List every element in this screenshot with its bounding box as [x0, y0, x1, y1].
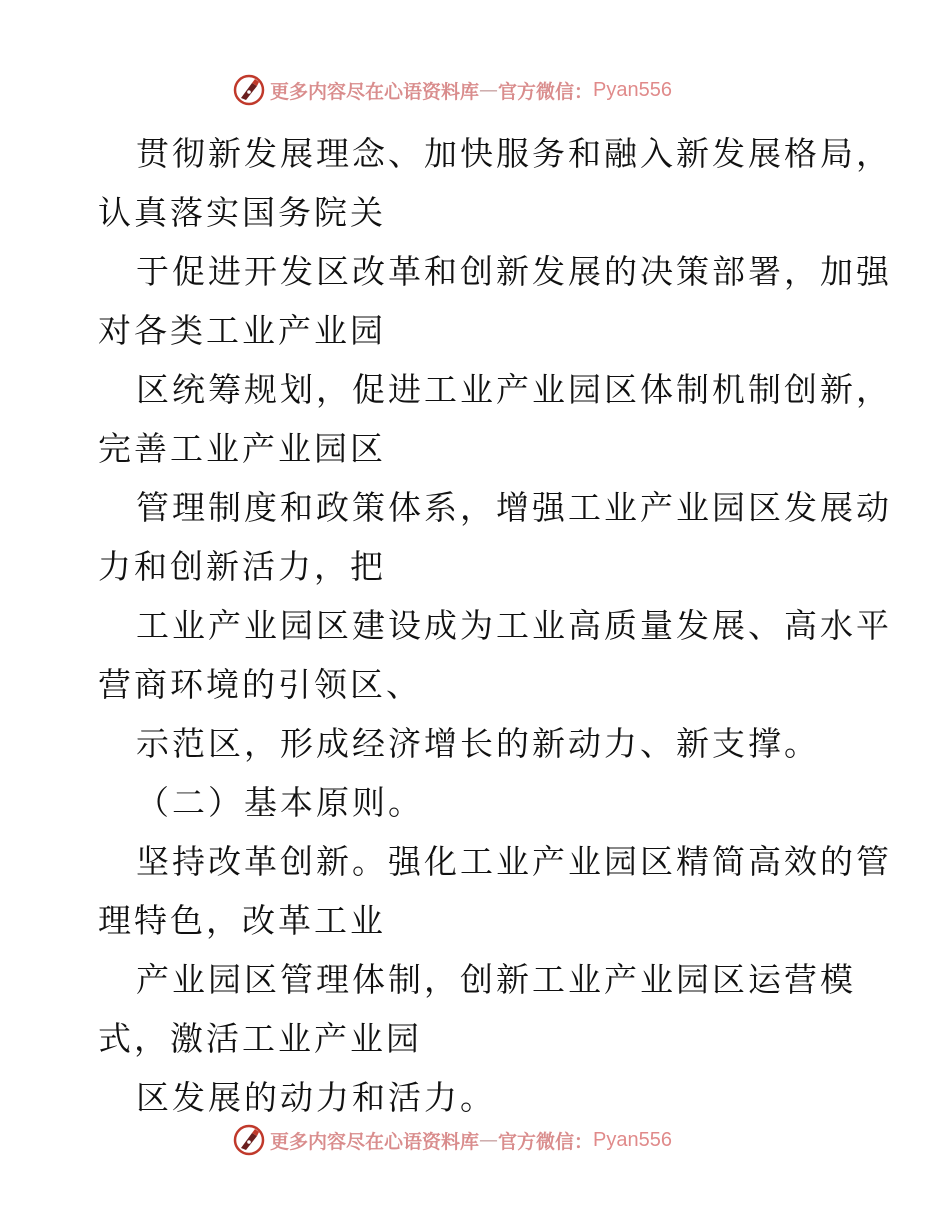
header-watermark [232, 72, 752, 108]
header-separator: — [479, 79, 499, 101]
footer-wechat-id: Pyan556 [593, 1128, 672, 1151]
text-line: 完善工业产业园区 [98, 429, 386, 468]
text-line: 对各类工业产业园 [98, 311, 386, 350]
text-line: 区统筹规划，促进工业产业园区体制机制创新， [136, 370, 892, 409]
text-line: 贯彻新发展理念、加快服务和融入新发展格局， [136, 134, 892, 173]
footer-watermark [232, 1122, 752, 1158]
text-line: 坚持改革创新。强化工业产业园区精简高效的管 [136, 842, 892, 881]
text-line: 区发展的动力和活力。 [136, 1078, 496, 1117]
text-line: 力和创新活力，把 [98, 547, 386, 586]
pen-nib-logo-icon [232, 73, 266, 107]
text-line: 产业园区管理体制，创新工业产业园区运营模 [136, 960, 856, 999]
text-line: 营商环境的引领区、 [98, 665, 422, 704]
text-line: 认真落实国务院关 [98, 193, 386, 232]
header-wechat-id: Pyan556 [593, 78, 672, 101]
text-line: 示范区，形成经济增长的新动力、新支撑。 [136, 724, 820, 763]
text-line: 理特色，改革工业 [98, 901, 386, 940]
text-line: 式，激活工业产业园 [98, 1019, 422, 1058]
header-brand-text: 更多内容尽在心语资料库 [270, 80, 480, 103]
footer-brand-text: 更多内容尽在心语资料库 [270, 1130, 480, 1153]
text-line: 于促进开发区改革和创新发展的决策部署，加强 [136, 252, 892, 291]
footer-official-text: 官方微信： [498, 1130, 594, 1153]
document-body [98, 124, 892, 1127]
text-line: 管理制度和政策体系，增强工业产业园区发展动 [136, 488, 892, 527]
footer-separator: — [479, 1129, 499, 1151]
text-line: 工业产业园区建设成为工业高质量发展、高水平 [136, 606, 892, 645]
pen-nib-logo-icon [232, 1123, 266, 1157]
section-heading: （二）基本原则。 [136, 783, 424, 822]
header-official-text: 官方微信： [498, 80, 594, 103]
